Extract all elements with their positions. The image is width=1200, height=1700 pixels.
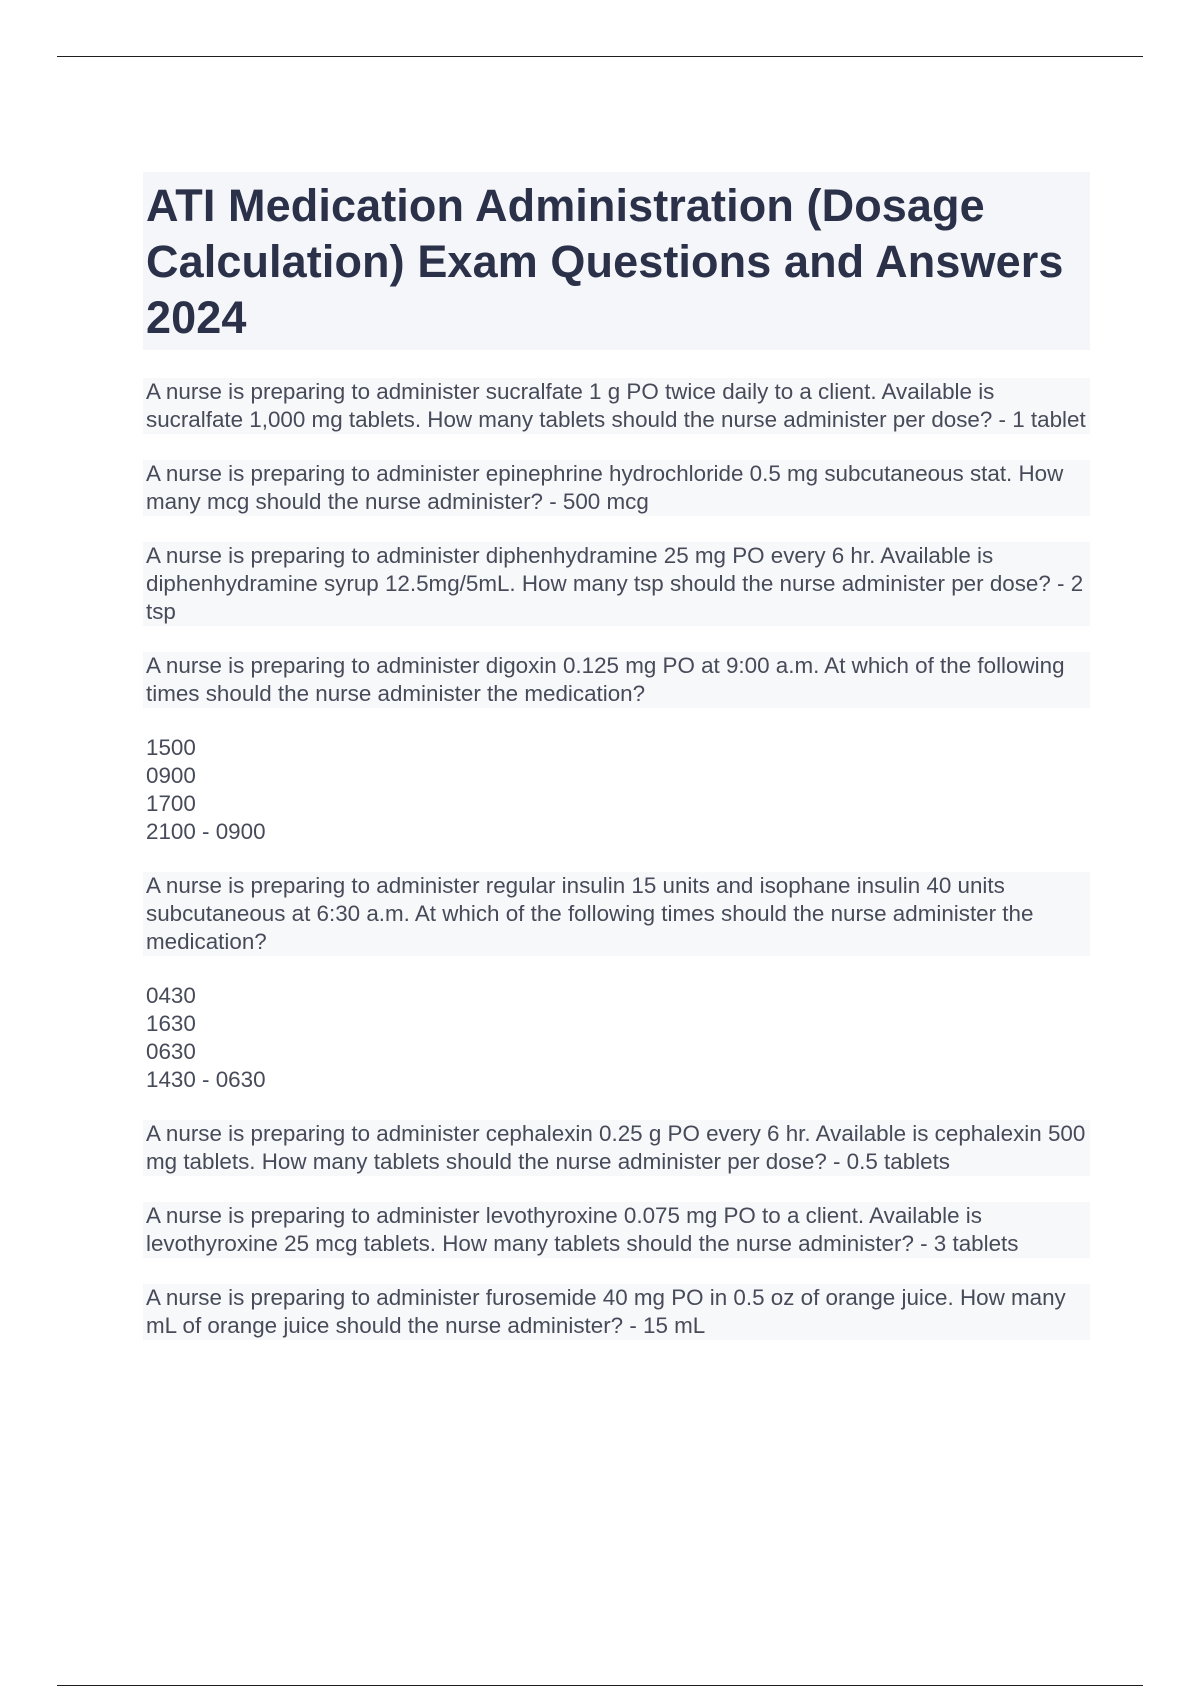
top-rule: [57, 56, 1143, 57]
option-line: 2100 - 0900: [146, 819, 266, 844]
document-body: [143, 172, 1090, 1366]
answer-options: [143, 982, 1090, 1094]
question-paragraph: A nurse is preparing to administer digoxin 0.125 mg PO at 9:00 a.m. At which of the following times should the nurse administer the medication?: [143, 652, 1090, 708]
question-list: [143, 378, 1090, 1340]
bottom-rule: [57, 1685, 1143, 1686]
option-line: 1500: [146, 735, 196, 760]
option-line: 1700: [146, 791, 196, 816]
answer-options: [143, 734, 1090, 846]
document-title: ATI Medication Administration (Dosage Calculation) Exam Questions and Answers 2024: [146, 180, 1064, 343]
option-line: 0630: [146, 1039, 196, 1064]
option-line: 1430 - 0630: [146, 1067, 266, 1092]
question-paragraph: A nurse is preparing to administer regular insulin 15 units and isophane insulin 40 units subcutaneous at 6:30 a.m. At which of the following times should the nurse administer the medication?: [143, 872, 1090, 956]
option-line: 0430: [146, 983, 196, 1008]
question-paragraph: A nurse is preparing to administer levothyroxine 0.075 mg PO to a client. Available is levothyroxine 25 mcg tablets. How many tablets should the nurse administer? - 3 tablets: [143, 1202, 1090, 1258]
question-paragraph: A nurse is preparing to administer furosemide 40 mg PO in 0.5 oz of orange juice. How many mL of orange juice should the nurse administer? - 15 mL: [143, 1284, 1090, 1340]
option-line: 0900: [146, 763, 196, 788]
question-paragraph: A nurse is preparing to administer diphenhydramine 25 mg PO every 6 hr. Available is diphenhydramine syrup 12.5mg/5mL. How many tsp should the nurse administer per dose? - 2 tsp: [143, 542, 1090, 626]
question-paragraph: A nurse is preparing to administer epinephrine hydrochloride 0.5 mg subcutaneous stat. How many mcg should the nurse administer? - 500 mcg: [143, 460, 1090, 516]
title-block: [143, 172, 1090, 350]
question-paragraph: A nurse is preparing to administer sucralfate 1 g PO twice daily to a client. Available is sucralfate 1,000 mg tablets. How many tablets should the nurse administer per dose? - 1 tablet: [143, 378, 1090, 434]
option-line: 1630: [146, 1011, 196, 1036]
question-paragraph: A nurse is preparing to administer cephalexin 0.25 g PO every 6 hr. Available is cephalexin 500 mg tablets. How many tablets should the nurse administer per dose? - 0.5 tablets: [143, 1120, 1090, 1176]
